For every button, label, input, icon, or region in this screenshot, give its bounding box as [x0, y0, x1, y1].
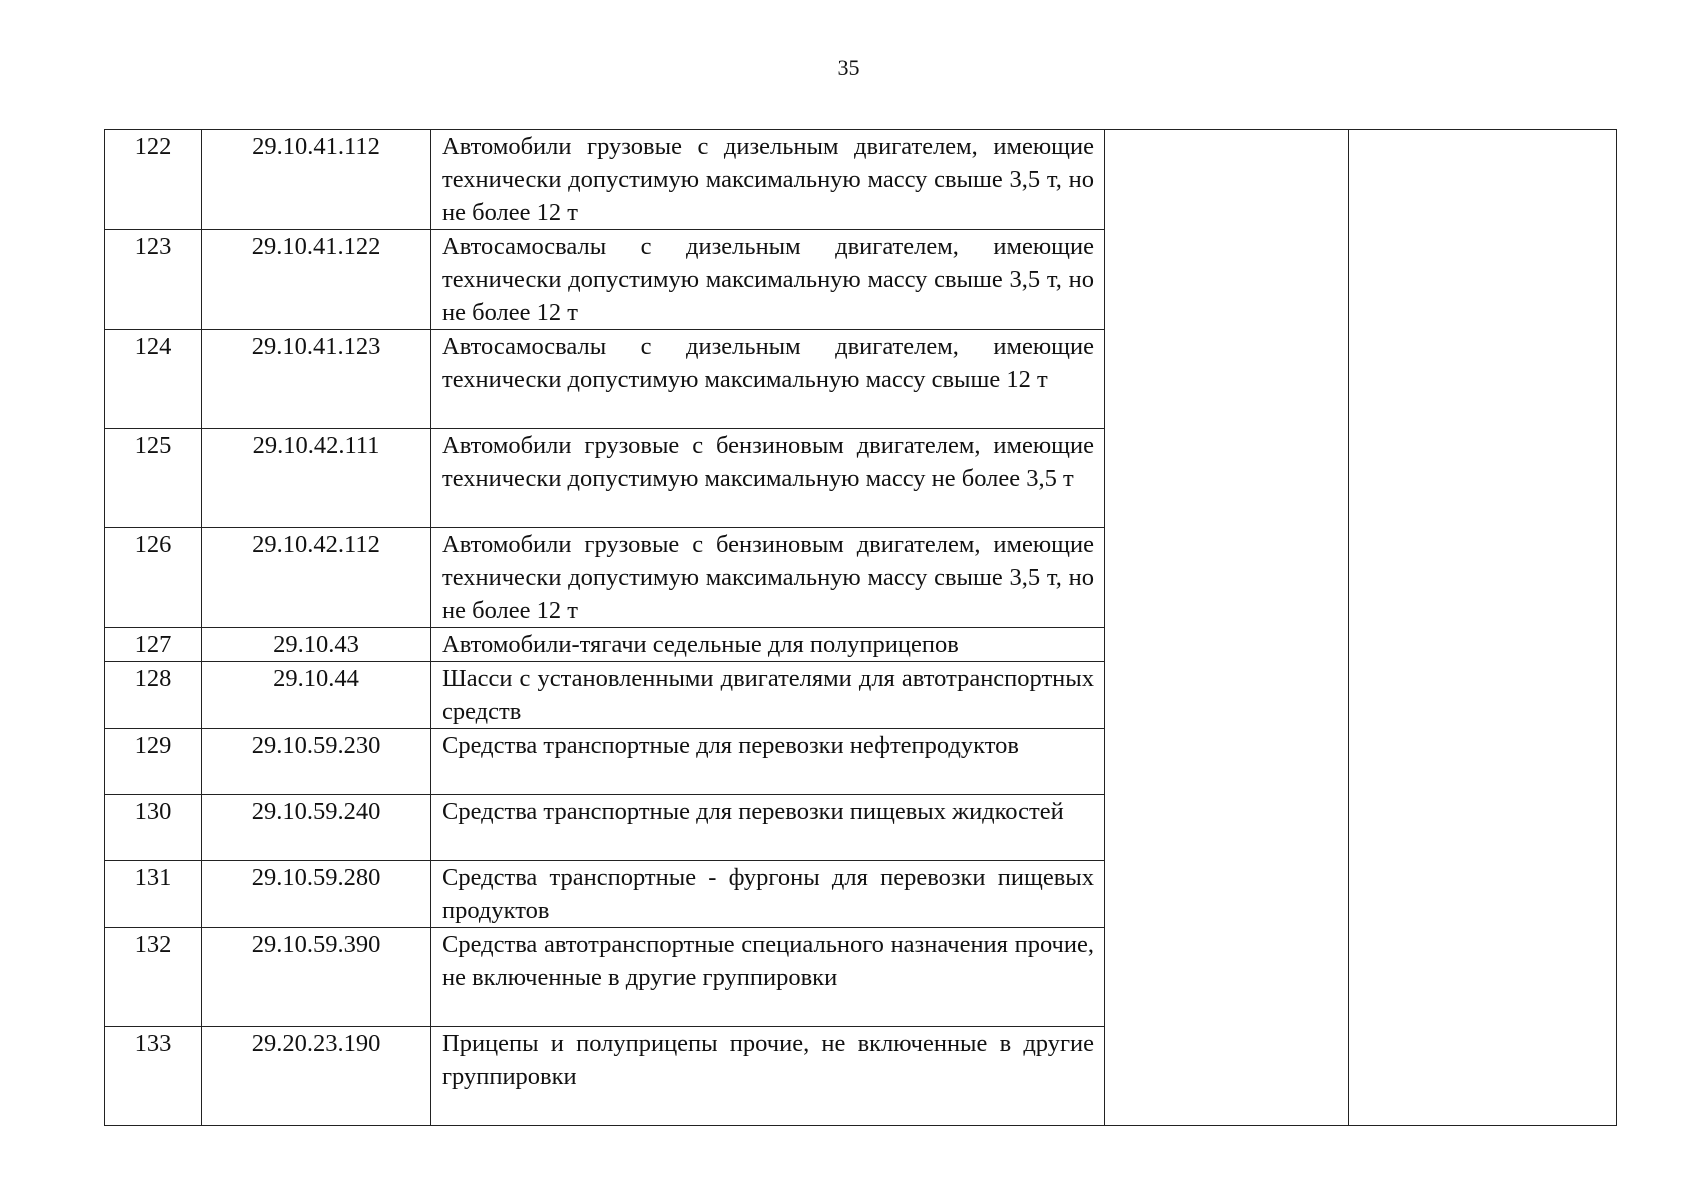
- classifier-table: [104, 129, 1617, 1126]
- item-description: Автомобили грузовые с бензиновым двигателем, имеющие технически допустимую максимальную массу свыше 3,5 т, но не более 12 т: [431, 528, 1105, 628]
- item-description: Средства транспортные - фургоны для перевозки пищевых продуктов: [431, 861, 1105, 928]
- item-description: Автомобили грузовые с дизельным двигателем, имеющие технически допустимую максимальную массу свыше 3,5 т, но не более 12 т: [431, 130, 1105, 230]
- okpd-code: 29.10.41.112: [202, 130, 431, 230]
- okpd-code: 29.10.43: [202, 628, 431, 662]
- row-number: 125: [105, 429, 202, 528]
- row-number: 133: [105, 1027, 202, 1126]
- item-description: Автомобили-тягачи седельные для полуприцепов: [431, 628, 1105, 662]
- row-number: 127: [105, 628, 202, 662]
- item-description: Средства транспортные для перевозки нефтепродуктов: [431, 729, 1105, 795]
- row-number: 129: [105, 729, 202, 795]
- empty-column-4: [1105, 130, 1349, 1126]
- okpd-code: 29.10.59.240: [202, 795, 431, 861]
- okpd-code: 29.20.23.190: [202, 1027, 431, 1126]
- item-description: Средства автотранспортные специального назначения прочие, не включенные в другие группировки: [431, 928, 1105, 1027]
- item-description: Прицепы и полуприцепы прочие, не включенные в другие группировки: [431, 1027, 1105, 1126]
- empty-column-5: [1349, 130, 1617, 1126]
- item-description: Автосамосвалы с дизельным двигателем, имеющие технически допустимую максимальную массу свыше 3,5 т, но не более 12 т: [431, 230, 1105, 330]
- item-description: Шасси с установленными двигателями для автотранспортных средств: [431, 662, 1105, 729]
- row-number: 130: [105, 795, 202, 861]
- row-number: 124: [105, 330, 202, 429]
- row-number: 126: [105, 528, 202, 628]
- row-number: 128: [105, 662, 202, 729]
- item-description: Автосамосвалы с дизельным двигателем, имеющие технически допустимую максимальную массу свыше 12 т: [431, 330, 1105, 429]
- okpd-code: 29.10.44: [202, 662, 431, 729]
- page-number: 35: [837, 55, 860, 80]
- row-number: 122: [105, 130, 202, 230]
- row-number: 123: [105, 230, 202, 330]
- okpd-code: 29.10.41.122: [202, 230, 431, 330]
- okpd-code: 29.10.59.230: [202, 729, 431, 795]
- table-row: [105, 130, 1617, 230]
- row-number: 131: [105, 861, 202, 928]
- row-number: 132: [105, 928, 202, 1027]
- item-description: Автомобили грузовые с бензиновым двигателем, имеющие технически допустимую максимальную массу не более 3,5 т: [431, 429, 1105, 528]
- okpd-code: 29.10.59.280: [202, 861, 431, 928]
- item-description: Средства транспортные для перевозки пищевых жидкостей: [431, 795, 1105, 861]
- okpd-code: 29.10.41.123: [202, 330, 431, 429]
- okpd-code: 29.10.59.390: [202, 928, 431, 1027]
- okpd-code: 29.10.42.111: [202, 429, 431, 528]
- okpd-code: 29.10.42.112: [202, 528, 431, 628]
